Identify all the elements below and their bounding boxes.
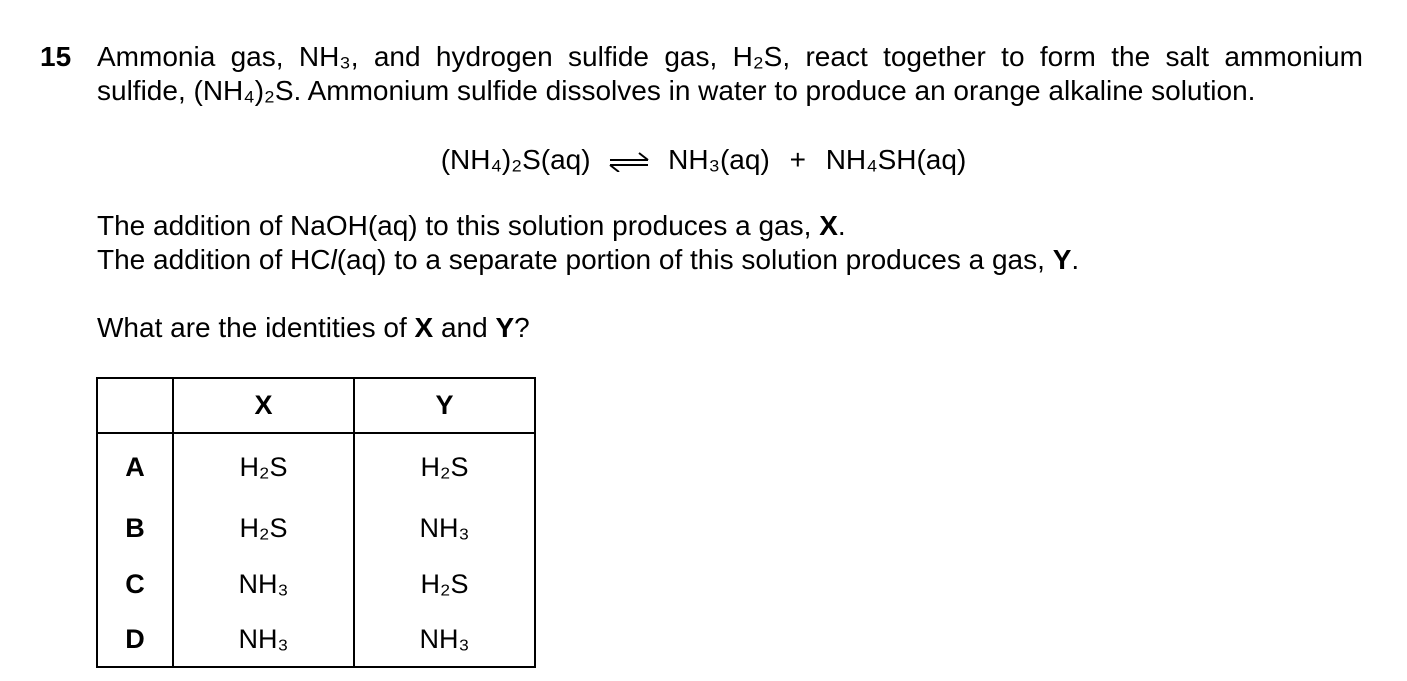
option-x: NH₃	[173, 556, 354, 612]
equilibrium-arrow-icon	[604, 152, 654, 172]
table-header-row	[97, 378, 535, 433]
intro-word: react	[805, 41, 868, 72]
intro-word: NH₃,	[298, 41, 359, 72]
intro-word: gas,	[230, 41, 284, 72]
option-label: D	[97, 612, 173, 667]
intro-word: salt	[1165, 41, 1210, 72]
intro-word: H₂S,	[732, 41, 791, 72]
intro-word: the	[1111, 41, 1151, 72]
equation-product-1: NH₃(aq)	[668, 144, 770, 175]
question-number: 15	[40, 41, 72, 72]
prompt-text: What are the identities of	[97, 312, 415, 343]
statement-hcl-italic-l: l	[330, 244, 337, 275]
option-label: C	[97, 556, 173, 612]
statement-naoh-period: .	[837, 210, 846, 241]
option-label: A	[97, 433, 173, 500]
intro-word: form	[1039, 41, 1096, 72]
gas-y-label: Y	[1052, 244, 1072, 275]
answer-table	[96, 377, 536, 668]
equation-reactant: (NH₄)₂S(aq)	[440, 144, 591, 175]
intro-word: gas,	[664, 41, 718, 72]
prompt-x: X	[414, 312, 434, 343]
question-prompt	[97, 311, 530, 345]
statement-naoh	[97, 209, 1079, 243]
equilibrium-equation	[0, 141, 1407, 179]
table-row	[97, 500, 535, 556]
equation-product-2: NH₄SH(aq)	[825, 144, 967, 175]
statement-hcl	[97, 243, 1079, 277]
intro-word: and	[373, 41, 421, 72]
intro-word: to	[1001, 41, 1025, 72]
statement-hcl-text-a: The addition of HC	[97, 244, 331, 275]
table-row	[97, 556, 535, 612]
intro-word: Ammonia	[97, 41, 216, 72]
statement-hcl-text-b: (aq) to a separate portion of this solution produces a gas,	[336, 244, 1053, 275]
equation-plus: +	[789, 144, 806, 175]
option-x: NH₃	[173, 612, 354, 667]
option-y: NH₃	[354, 612, 535, 667]
intro-word: together	[883, 41, 986, 72]
option-y: H₂S	[354, 433, 535, 500]
option-y: NH₃	[354, 500, 535, 556]
intro-word: ammonium	[1224, 41, 1363, 72]
option-y: H₂S	[354, 556, 535, 612]
prompt-qmark: ?	[514, 312, 530, 343]
table-row	[97, 433, 535, 500]
intro-line-1	[97, 40, 1363, 74]
intro-line-2: sulfide, (NH₄)₂S. Ammonium sulfide dissolves in water to produce an orange alkaline solution.	[97, 75, 1256, 106]
option-x: H₂S	[173, 433, 354, 500]
option-x: H₂S	[173, 500, 354, 556]
statement-hcl-period: .	[1071, 244, 1080, 275]
question-intro	[97, 40, 1363, 108]
statement-naoh-text: The addition of NaOH(aq) to this solution produces a gas,	[97, 210, 820, 241]
intro-word: hydrogen	[435, 41, 553, 72]
header-y: Y	[354, 378, 535, 433]
option-label: B	[97, 500, 173, 556]
intro-word: sulfide	[568, 41, 649, 72]
gas-x-label: X	[819, 210, 838, 241]
header-x: X	[173, 378, 354, 433]
statements	[97, 209, 1079, 277]
prompt-and: and	[433, 312, 496, 343]
table-row	[97, 612, 535, 667]
header-option	[97, 378, 173, 433]
prompt-y: Y	[495, 312, 515, 343]
